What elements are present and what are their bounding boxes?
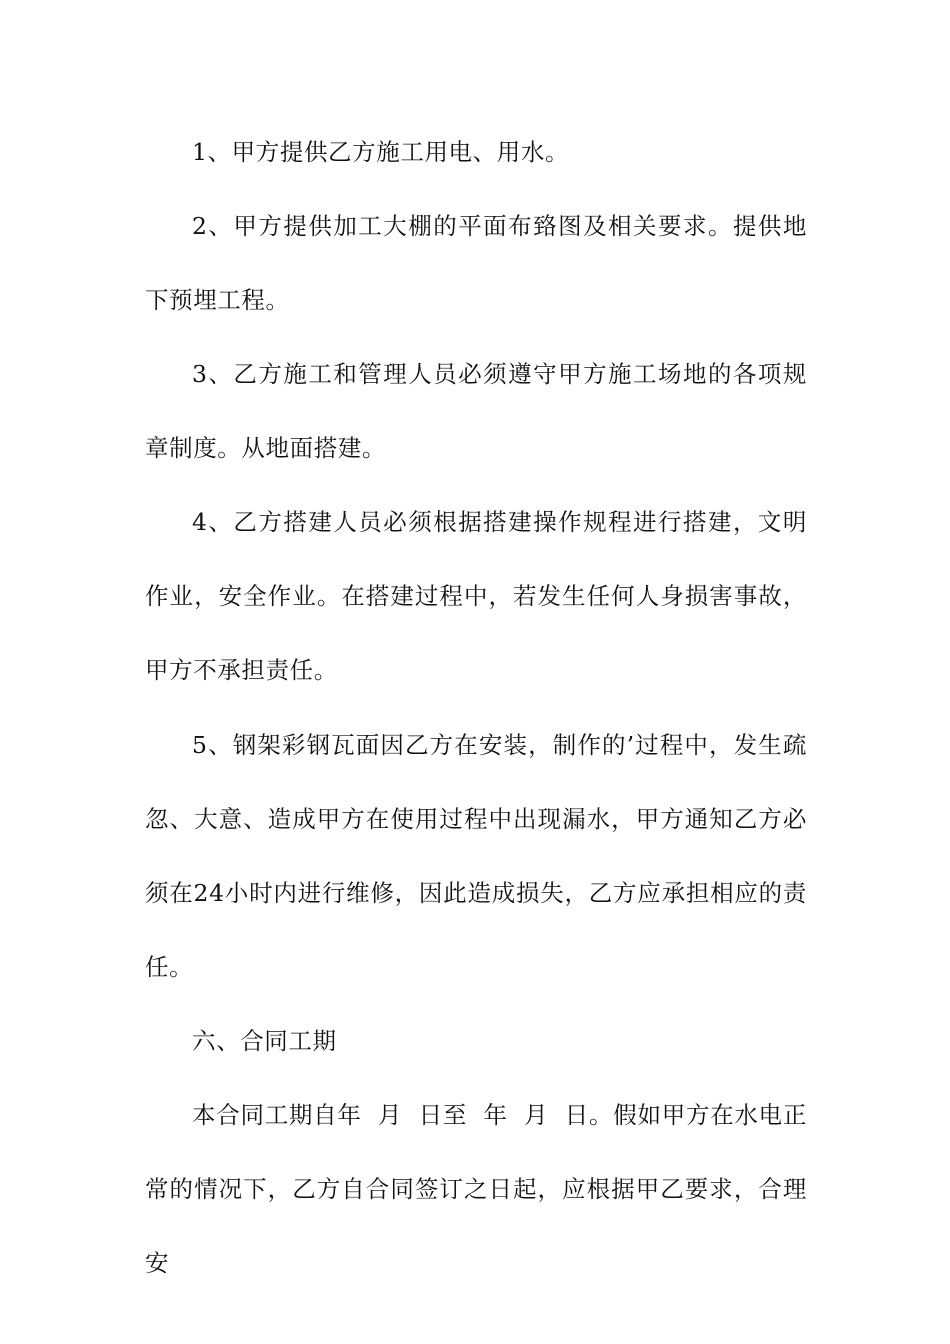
- section-heading-contract-period: 六、合同工期: [192, 1027, 337, 1055]
- paragraph-clause-2: 2、甲方提供加工大棚的平面布臵图及相关要求。提供地下预埋工程。: [145, 212, 807, 314]
- paragraph-clause-3: 3、乙方施工和管理人员必须遵守甲方施工场地的各项规章制度。从地面搭建。: [145, 360, 807, 462]
- paragraph-clause-5: 5、钢架彩钢瓦面因乙方在安装，制作的’过程中，发生疏忽、大意、造成甲方在使用过程中出现漏水，甲方通知乙方必须在24小时内进行维修，因此造成损失，乙方应承担相应的责任。: [145, 731, 807, 981]
- paragraph-contract-period: 本合同工期自年 月 日至 年 月 日。假如甲方在水电正常的情况下，乙方自合同签订之日起，应根据甲乙要求，合理安: [145, 1101, 807, 1277]
- paragraph-clause-1: 1、甲方提供乙方施工用电、用水。: [192, 138, 570, 166]
- paragraph-clause-4: 4、乙方搭建人员必须根据搭建操作规程进行搭建，文明作业，安全作业。在搭建过程中，若发生任何人身损害事故，甲方不承担责任。: [145, 508, 807, 684]
